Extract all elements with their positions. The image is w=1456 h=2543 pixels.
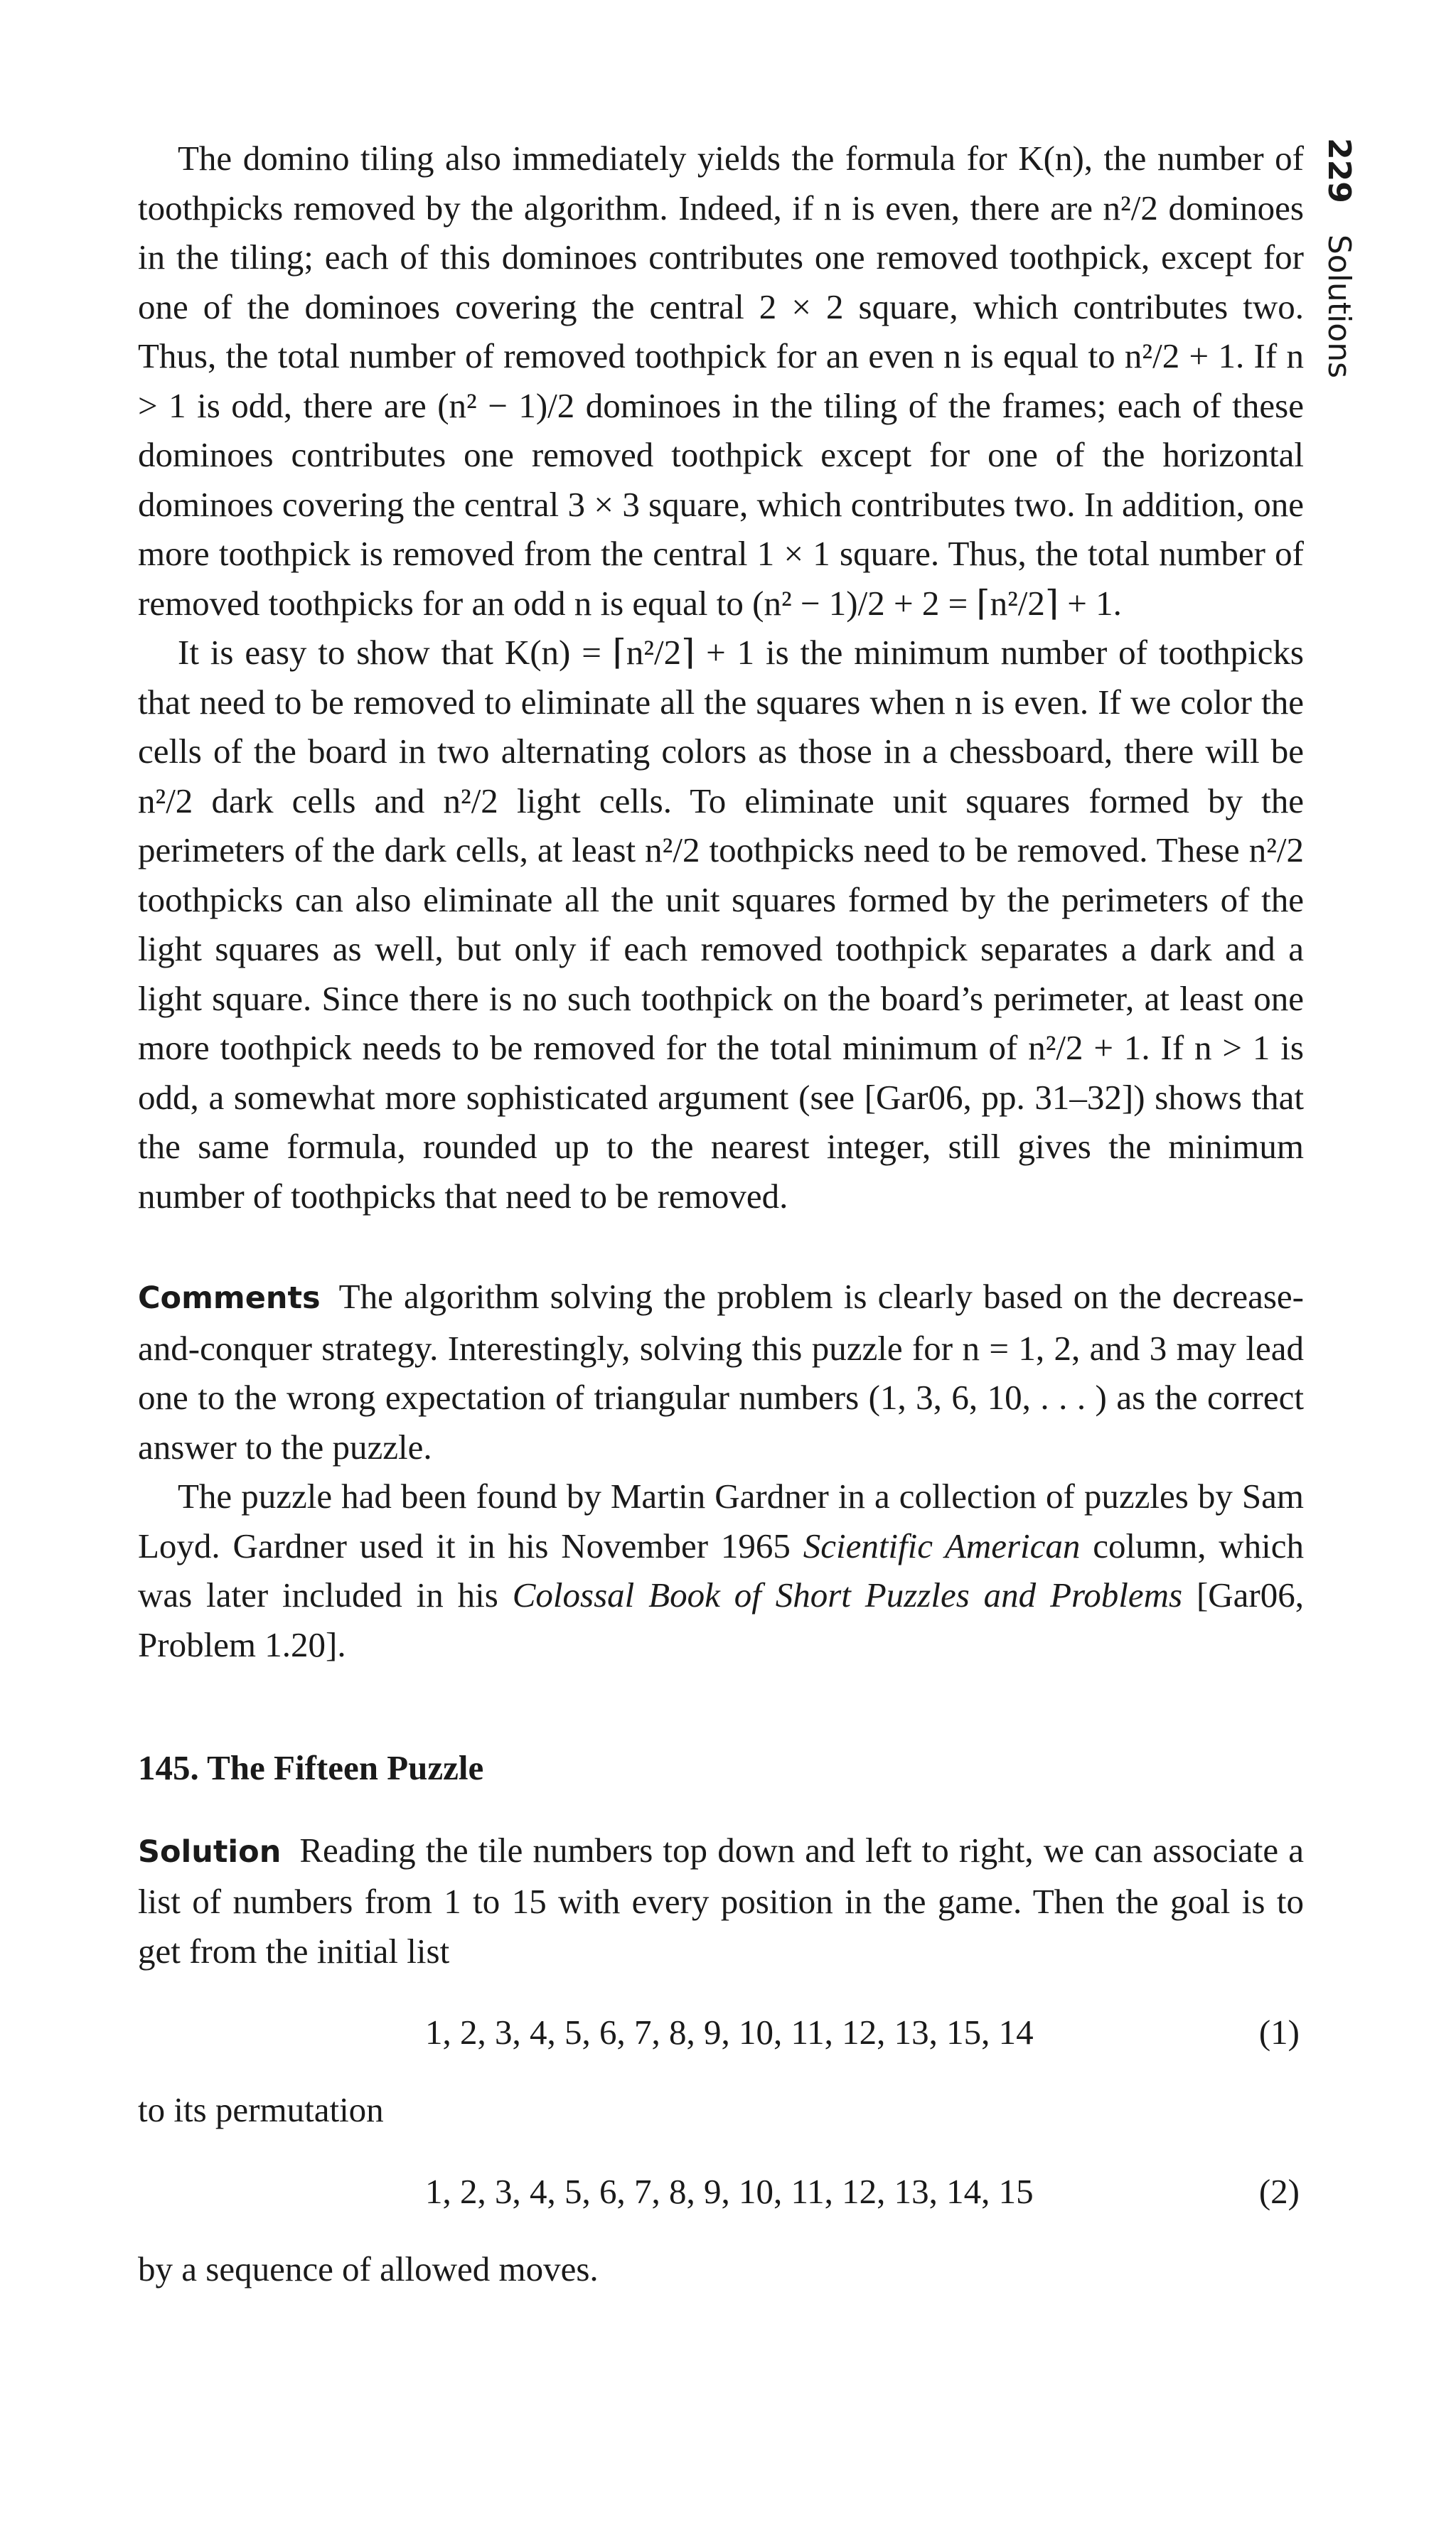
permutation-text: to its permutation <box>138 2090 384 2129</box>
solution-paragraph <box>138 1826 1304 1976</box>
running-head-section: Solutions <box>1321 234 1357 379</box>
running-head <box>1321 138 1357 378</box>
equation-1-formula: 1, 2, 3, 4, 5, 6, 7, 8, 9, 10, 11, 12, 13, 15, 14 <box>425 2013 1034 2052</box>
solution-label: Solution <box>138 1833 282 1870</box>
solution-text: Reading the tile numbers top down and left to right, we can associate a list of numbers from 1 to 15 with every position in the game. Then the goal is to get from the initial list <box>138 1830 1304 1971</box>
paragraph-minimum-proof: It is easy to show that K(n) = ⌈n²/2⌉ + 1 is the minimum number of toothpicks that need to be removed to eliminate all the squares when n is even. If we color the cells of the board in two alternating colors as those in a chessboard, there will be n²/2 dark cells and n²/2 light cells. To eliminate unit squares formed by the perimeters of the dark cells, at least n²/2 toothpicks need to be removed. These n²/2 toothpicks can also eliminate all the unit squares formed by the perimeters of the light squares as well, but only if each removed toothpick separates a dark and a light square. Since there is no such toothpick on the board’s perimeter, at least one more toothpick needs to be removed for the total minimum of n²/2 + 1. If n > 1 is odd, a somewhat more sophisticated argument (see [Gar06, pp. 31–32]) shows that the same formula, rounded up to the nearest integer, still gives the minimum number of toothpicks that need to be removed. <box>138 633 1304 1216</box>
equation-2-formula: 1, 2, 3, 4, 5, 6, 7, 8, 9, 10, 11, 12, 13, 14, 15 <box>425 2171 1034 2211</box>
book-title: Colossal Book of Short Puzzles and Problems <box>512 1575 1183 1615</box>
equation-2 <box>138 2149 1304 2234</box>
comments-paragraph <box>138 1272 1304 1472</box>
equation-1 <box>138 1990 1304 2075</box>
equation-1-number: (1) <box>1258 2013 1300 2052</box>
equation-2-number: (2) <box>1258 2171 1300 2211</box>
comments-text: The algorithm solving the problem is clearly based on the decrease-and-conquer strategy. Interestingly, solving this puzzle for n = 1, 2, and 3 may lead one to the wrong expectation of triangular numbers (1, 3, 6, 10, . . . ) as the correct answer to the puzzle. <box>138 1277 1304 1467</box>
closing-text: by a sequence of allowed moves. <box>138 2249 599 2288</box>
gardner-text-b: column, which was later included in his <box>138 1526 1304 1615</box>
comments-label: Comments <box>138 1280 321 1316</box>
gardner-text-a: The puzzle had been found by Martin Gardner in a collection of puzzles by Sam Loyd. Gardner used it in his November 1965 <box>138 1477 1304 1565</box>
comments-paragraph-gardner <box>138 1472 1304 1669</box>
section-title: 145. The Fifteen Puzzle <box>138 1748 484 1787</box>
paragraph-domino-formula: The domino tiling also immediately yields the formula for K(n), the number of toothpicks removed by the algorithm. Indeed, if n is even, there are n²/2 dominoes in the tiling; each of this dominoes contributes one removed toothpick, except for one of the dominoes covering the central 2 × 2 square, which contributes two. Thus, the total number of removed toothpick for an even n is equal to n²/2 + 1. If n > 1 is odd, there are (n² − 1)/2 dominoes in the tiling of the frames; each of these dominoes contributes one removed toothpick except for one of the horizontal dominoes covering the central 3 × 3 square, which contributes two. In addition, one more toothpick is removed from the central 1 × 1 square. Thus, the total number of removed toothpicks for an odd n is equal to (n² − 1)/2 + 2 = ⌈n²/2⌉ + 1. <box>138 139 1304 623</box>
page-body <box>138 134 1304 2293</box>
journal-title: Scientific American <box>803 1526 1081 1565</box>
gardner-text-c: [Gar06, Problem 1.20]. <box>138 1575 1304 1664</box>
page-number: 229 <box>1321 138 1357 203</box>
